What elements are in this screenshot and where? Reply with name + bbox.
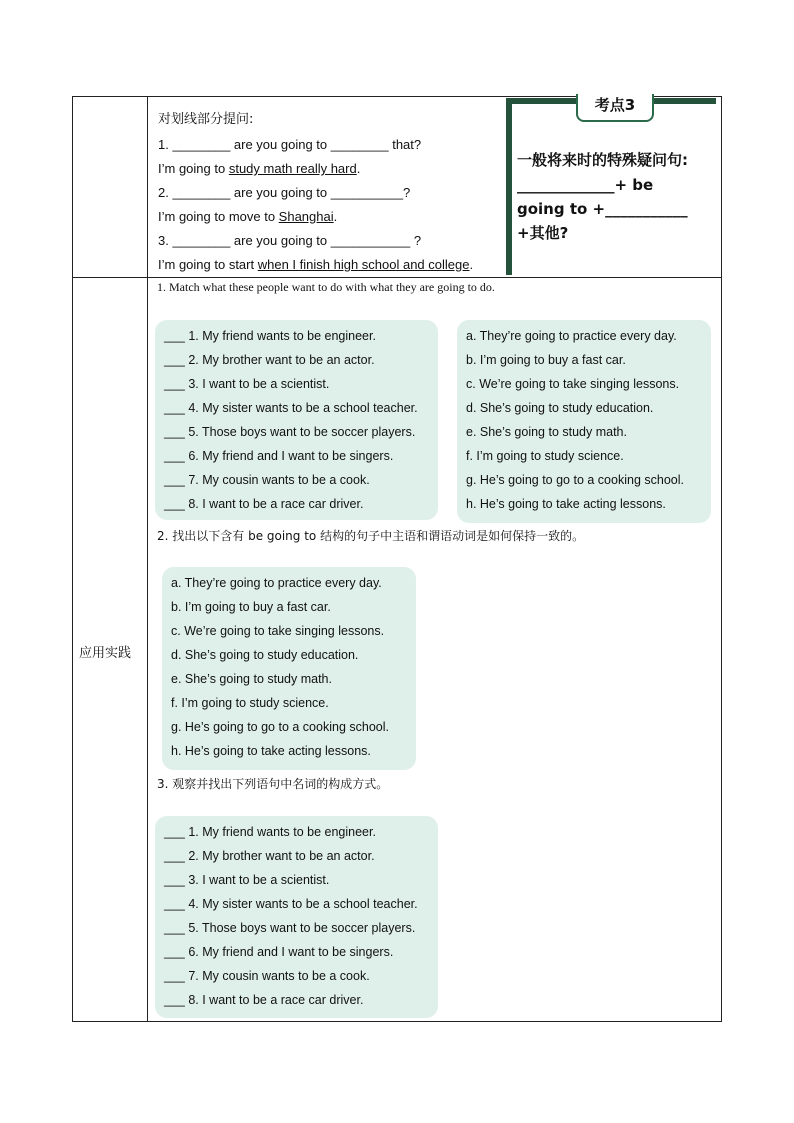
top-line-4: I’m going to move to Shanghai. [158, 209, 338, 224]
list-item: d. She’s going to study education. [171, 648, 359, 662]
list-item: ___ 7. My cousin wants to be a cook. [164, 473, 370, 487]
top-line-5: 3. ________ are you going to ___________ ? [158, 233, 422, 248]
list-item: f. I’m going to study science. [466, 449, 624, 463]
list-item: ___ 4. My sister wants to be a school teacher. [164, 897, 418, 911]
list-item: b. I’m going to buy a fast car. [466, 353, 626, 367]
want-list-box-1 [155, 320, 438, 520]
top-line-2: I’m going to study math really hard. [158, 161, 361, 176]
question-2: 2. 找出以下含有 be going to 结构的句子中主语和谓语动词是如何保持一致的。 [157, 529, 585, 543]
list-item: g. He’s going to go to a cooking school. [466, 473, 684, 487]
list-item: ___ 8. I want to be a race car driver. [164, 993, 364, 1007]
list-item: h. He’s going to take acting lessons. [466, 497, 666, 511]
list-item: a. They’re going to practice every day. [171, 576, 382, 590]
list-item: d. She’s going to study education. [466, 401, 654, 415]
list-item: f. I’m going to study science. [171, 696, 329, 710]
list-item: g. He’s going to go to a cooking school. [171, 720, 389, 734]
list-item: a. They’re going to practice every day. [466, 329, 677, 343]
list-item: ___ 2. My brother want to be an actor. [164, 849, 375, 863]
list-item: c. We’re going to take singing lessons. [171, 624, 385, 638]
question-1: 1. Match what these people want to do with what they are going to do. [157, 280, 495, 294]
list-item: e. She’s going to study math. [466, 425, 627, 439]
key-point-callout [506, 98, 716, 275]
callout-line-4: +其他? [517, 224, 569, 242]
list-item: ___ 3. I want to be a scientist. [164, 377, 330, 391]
list-item: ___ 4. My sister wants to be a school teacher. [164, 401, 418, 415]
table-row-divider [72, 277, 722, 278]
callout-left-bar [506, 98, 512, 275]
top-line-6: I’m going to start when I finish high school and college. [158, 257, 474, 272]
callout-line-1: 一般将来时的特殊疑问句: [517, 151, 688, 169]
top-line-1: 1. ________ are you going to ________ that? [158, 137, 422, 152]
top-line-3: 2. ________ are you going to __________? [158, 185, 411, 200]
list-item: ___ 6. My friend and I want to be singers. [164, 945, 394, 959]
list-item: ___ 1. My friend wants to be engineer. [164, 825, 376, 839]
list-item: ___ 5. Those boys want to be soccer players. [164, 425, 416, 439]
list-item: ___ 6. My friend and I want to be singers. [164, 449, 394, 463]
callout-line-3: going to +___________ [517, 200, 688, 218]
callout-line-2: _____________+ be [517, 176, 654, 194]
section-label: 应用实践 [79, 646, 132, 661]
list-item: ___ 2. My brother want to be an actor. [164, 353, 375, 367]
question-3: 3. 观察并找出下列语句中名词的构成方式。 [157, 777, 389, 791]
list-item: ___ 1. My friend wants to be engineer. [164, 329, 376, 343]
list-item: c. We’re going to take singing lessons. [466, 377, 680, 391]
list-item: ___ 7. My cousin wants to be a cook. [164, 969, 370, 983]
list-item: ___ 5. Those boys want to be soccer players. [164, 921, 416, 935]
list-item: ___ 8. I want to be a race car driver. [164, 497, 364, 511]
list-item: e. She’s going to study math. [171, 672, 332, 686]
list-item: h. He’s going to take acting lessons. [171, 744, 371, 758]
want-list-box-2 [155, 816, 438, 1018]
list-item: b. I’m going to buy a fast car. [171, 600, 331, 614]
key-point-tag: 考点3 [576, 94, 654, 122]
top-heading: 对划线部分提问: [158, 112, 254, 127]
list-item: ___ 3. I want to be a scientist. [164, 873, 330, 887]
table-column-divider [147, 96, 148, 1022]
going-list-box-1 [457, 320, 711, 523]
going-list-box-2 [162, 567, 416, 770]
